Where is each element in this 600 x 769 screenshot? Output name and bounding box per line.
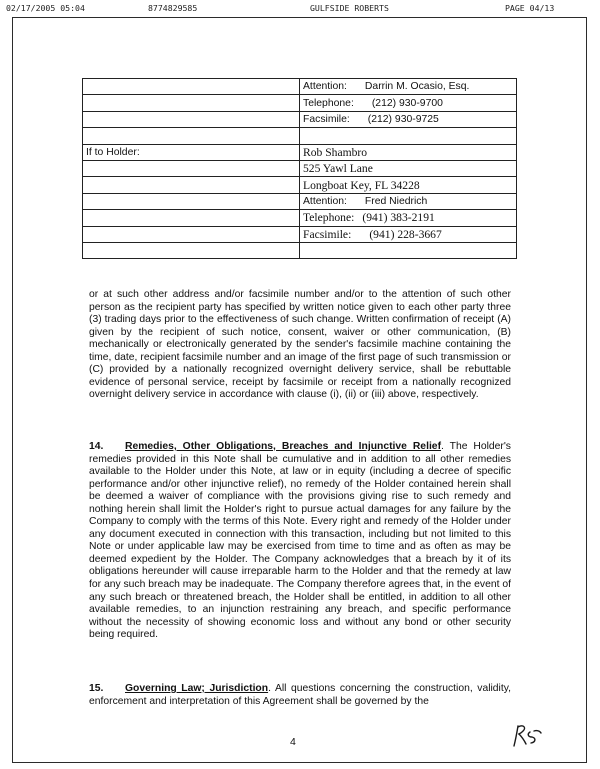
table-cell — [83, 79, 300, 95]
holder-city: Longboat Key, FL 34228 — [300, 177, 517, 193]
table-cell — [83, 226, 300, 242]
attention-cell — [300, 79, 517, 95]
section-title: Governing Law; Jurisdiction — [125, 683, 269, 694]
telephone-number: (941) 383-2191 — [362, 211, 435, 225]
telephone-label: Telephone: — [303, 211, 355, 225]
table-row — [83, 193, 517, 209]
section-14 — [89, 441, 511, 642]
table-row — [83, 128, 517, 144]
attention-name: Fred Niedrich — [364, 195, 428, 207]
attention-cell — [300, 193, 517, 209]
table-row — [83, 210, 517, 226]
fax-sender: GULFSIDE ROBERTS — [310, 3, 389, 13]
table-row — [83, 177, 517, 193]
table-cell — [83, 160, 300, 176]
section-body: . All questions concerning the construction, validity, enforcement and interpretation of this Agreement shall be governed by the — [89, 683, 511, 707]
telephone-label: Telephone: — [303, 97, 354, 109]
attention-label: Attention: — [303, 81, 347, 93]
facsimile-cell — [300, 226, 517, 242]
table-row — [83, 160, 517, 176]
notice-address-table — [82, 78, 517, 259]
attention-name: Darrin M. Ocasio, Esq. — [364, 81, 470, 93]
table-row — [83, 111, 517, 127]
table-cell — [83, 193, 300, 209]
table-cell — [300, 128, 517, 144]
table-cell — [83, 210, 300, 226]
facsimile-label: Facsimile: — [303, 113, 350, 125]
section-title: Remedies, Other Obligations, Breaches and Injunctive Relief — [125, 441, 442, 452]
facsimile-number: (212) 930-9725 — [367, 113, 439, 125]
table-row — [83, 226, 517, 242]
table-row — [83, 242, 517, 258]
section-body: . The Holder's remedies provided in this Note shall be cumulative and in addition to all other remedies available to the Holder under this Note, at law or in equity (including a decree of specific performance and/or other injunctive relief), no remedy of the Holder contained herein shall be deemed a waiver of compliance with the provisions giving rise to such remedy and nothing herein shall limit the Holder's right to pursue actual damages for any failure by the Company to comply with the terms of this Note. Every right and remedy of the Holder under any document executed in connection with this transaction, including but not limited to this Note or under applicable law may be exercised from time to time and as often as may be deemed expedient by the Holder. The Company acknowledges that a breach by it of its obligations hereunder will cause irreparable harm to the Holder and that the remedy at law for any such breach may be inadequate. The Company therefore agrees that, in the event of any such breach or threatened breach, the Holder shall be entitled, in addition to all other available remedies, to an injunction restraining any breach, and specific performance without the necessity of showing economic loss and without any bond or other security being required. — [89, 441, 511, 641]
handwritten-initials-icon — [510, 722, 544, 750]
section-number: 14. — [89, 441, 104, 452]
facsimile-cell — [300, 111, 517, 127]
facsimile-number: (941) 228-3667 — [369, 227, 442, 241]
notice-paragraph: or at such other address and/or facsimile number and/or to the attention of such other person as the recipient party has specified by written notice given to each other party three (3) trading days prior to the effectiveness of such change. Written confirmation of receipt (A) given by the recipient of such notice, consent, waiver or other communication, (B) mechanically or electronically generated by the sender's facsimile machine containing the time, date, recipient facsimile number and an image of the first page of such transmission or (C) provided by a nationally recognized overnight delivery service, shall be rebuttable evidence of personal service, receipt by facsimile or receipt from a nationally recognized overnight delivery service in accordance with clause (i), (ii) or (iii) above, respectively. — [89, 289, 511, 401]
table-cell — [300, 242, 517, 258]
table-cell — [83, 242, 300, 258]
holder-street: 525 Yawl Lane — [300, 160, 517, 176]
telephone-cell — [300, 210, 517, 226]
section-number: 15. — [89, 683, 104, 694]
page-number: 4 — [290, 736, 296, 748]
fax-phone: 8774829585 — [148, 3, 198, 13]
facsimile-label: Facsimile: — [303, 227, 352, 241]
telephone-number: (212) 930-9700 — [371, 97, 443, 109]
fax-datetime: 02/17/2005 05:04 — [6, 3, 85, 13]
holder-name: Rob Shambro — [300, 144, 517, 160]
holder-label: If to Holder: — [83, 144, 300, 160]
table-row — [83, 79, 517, 95]
table-cell — [83, 111, 300, 127]
table-cell — [83, 95, 300, 111]
telephone-cell — [300, 95, 517, 111]
table-row — [83, 95, 517, 111]
table-cell — [83, 128, 300, 144]
table-cell — [83, 177, 300, 193]
attention-label: Attention: — [303, 195, 347, 207]
section-15 — [89, 683, 511, 708]
table-row — [83, 144, 517, 160]
fax-page: PAGE 04/13 — [505, 3, 555, 13]
fax-header — [0, 0, 600, 16]
